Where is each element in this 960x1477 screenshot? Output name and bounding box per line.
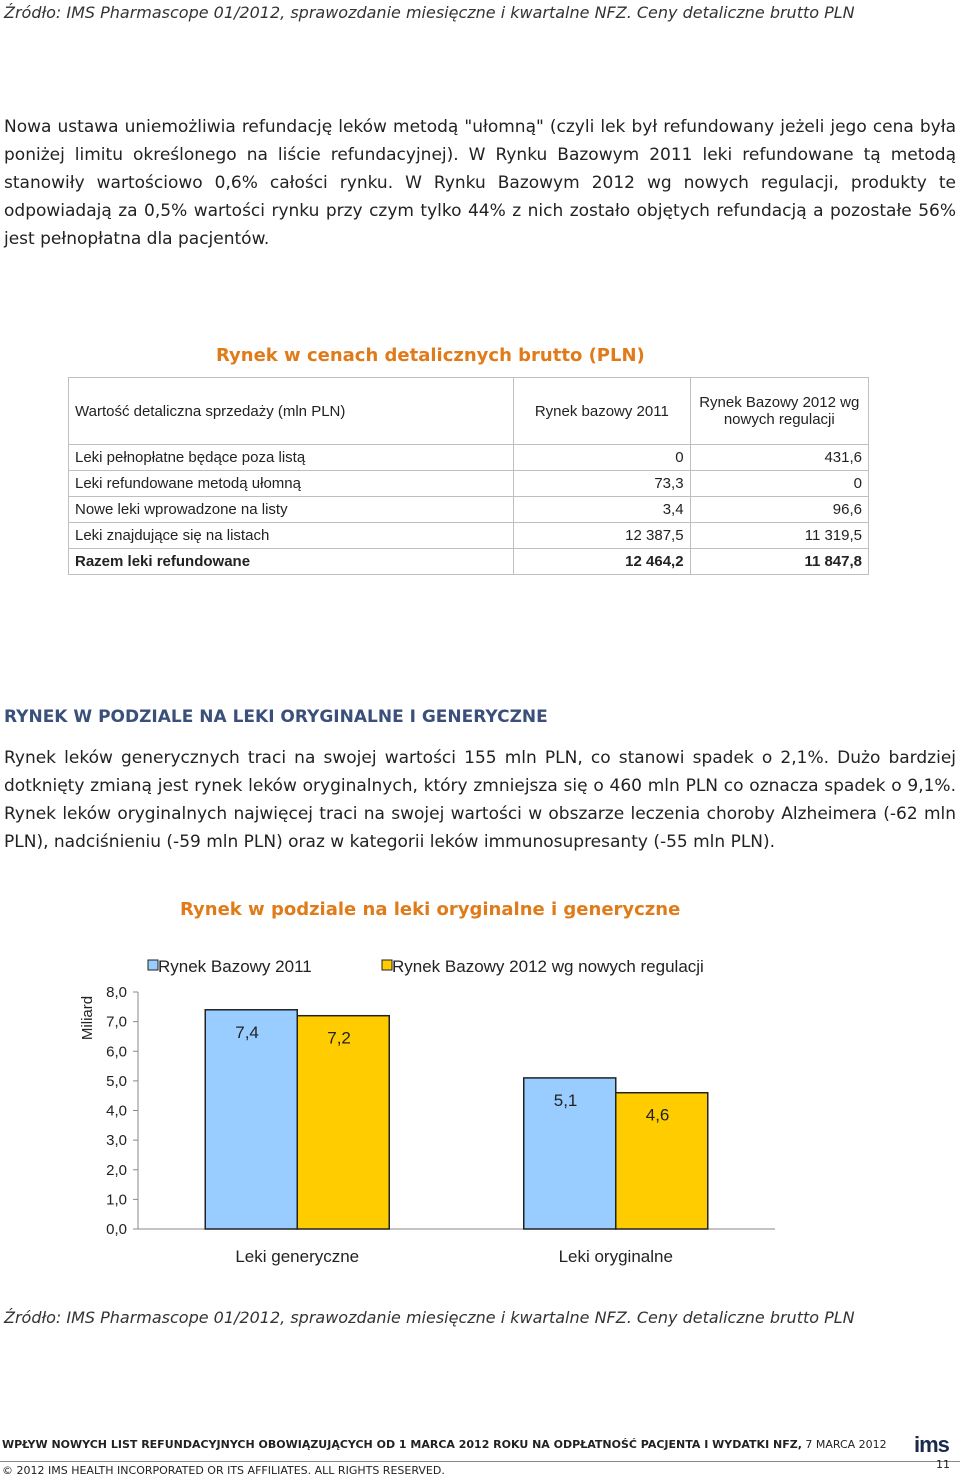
bar-value-label: 7,4 bbox=[235, 1022, 259, 1042]
chart-title: Rynek w podziale na leki oryginalne i generyczne bbox=[180, 899, 681, 920]
section-heading: RYNEK W PODZIALE NA LEKI ORYGINALNE I GENERYCZNE bbox=[4, 707, 548, 727]
row-value-2011: 12 387,5 bbox=[514, 523, 690, 549]
legend-label: Rynek Bazowy 2012 wg nowych regulacji bbox=[392, 957, 704, 976]
y-tick-label: 0,0 bbox=[106, 1221, 127, 1238]
row-label: Nowe leki wprowadzone na listy bbox=[69, 497, 514, 523]
footer-divider bbox=[0, 1461, 960, 1462]
row-value-2012: 11 319,5 bbox=[690, 523, 868, 549]
row-label: Leki refundowane metodą ułomną bbox=[69, 471, 514, 497]
table-row bbox=[69, 445, 869, 471]
row-value-2012: 96,6 bbox=[690, 497, 868, 523]
x-category-label: Leki generyczne bbox=[235, 1247, 360, 1266]
row-value-2011: 0 bbox=[514, 445, 690, 471]
y-tick-label: 8,0 bbox=[106, 984, 127, 1001]
table-row bbox=[69, 497, 869, 523]
row-value-2011: 73,3 bbox=[514, 471, 690, 497]
total-value-2011: 12 464,2 bbox=[514, 549, 690, 575]
header-2012: Rynek Bazowy 2012 wg nowych regulacji bbox=[690, 378, 868, 445]
legend-swatch bbox=[148, 960, 158, 970]
row-label: Leki pełnopłatne będące poza listą bbox=[69, 445, 514, 471]
bar-value-label: 4,6 bbox=[645, 1105, 670, 1125]
legend-swatch bbox=[382, 960, 392, 970]
intro-paragraph: Nowa ustawa uniemożliwia refundację leków metodą "ułomną" (czyli lek był refundowany jeżeli jego cena była poniżej limitu określonego na liście refundacyjnej). W Rynku Bazowym 2011 leki refundowane tą metodą stanowiły wartościowo 0,6% całości rynku. W Rynku Bazowym 2012 wg nowych regulacji, produkty te odpowiadają za 0,5% wartości rynku przy czym tylko 44% z nich zostało objętych refundacją a pozostałe 56% jest pełnopłatna dla pacjentów. bbox=[4, 117, 956, 249]
market-split-bar-chart bbox=[0, 940, 960, 1280]
retail-market-table bbox=[68, 377, 869, 575]
bar-value-label: 5,1 bbox=[553, 1090, 578, 1110]
legend-label: Rynek Bazowy 2011 bbox=[158, 957, 312, 976]
source-note-bottom: Źródło: IMS Pharmascope 01/2012, sprawozdanie miesięczne i kwartalne NFZ. Ceny detaliczne brutto PLN bbox=[4, 1308, 855, 1327]
bar-value-label: 7,2 bbox=[327, 1028, 351, 1048]
header-value: Wartość detaliczna sprzedaży (mln PLN) bbox=[69, 378, 514, 445]
source-note-top: Źródło: IMS Pharmascope 01/2012, sprawozdanie miesięczne i kwartalne NFZ. Ceny detaliczne brutto PLN bbox=[4, 3, 855, 22]
y-tick-label: 6,0 bbox=[106, 1043, 127, 1061]
table-title: Rynek w cenach detalicznych brutto (PLN) bbox=[216, 345, 645, 366]
footer-title-text: WPŁYW NOWYCH LIST REFUNDACYJNYCH OBOWIĄZUJĄCYCH OD 1 MARCA 2012 ROKU NA ODPŁATNOŚĆ PACJENTA I WYDATKI NFZ, bbox=[2, 1438, 802, 1451]
y-tick-label: 5,0 bbox=[106, 1072, 127, 1090]
row-value-2012: 0 bbox=[690, 471, 868, 497]
total-value-2012: 11 847,8 bbox=[690, 549, 868, 575]
header-2011: Rynek bazowy 2011 bbox=[514, 378, 690, 445]
y-tick-label: 4,0 bbox=[106, 1102, 127, 1120]
total-label: Razem leki refundowane bbox=[69, 549, 514, 575]
table-header-row bbox=[69, 378, 869, 445]
bar bbox=[205, 1010, 297, 1229]
footer-date: 7 MARCA 2012 bbox=[801, 1438, 887, 1451]
row-value-2012: 431,6 bbox=[690, 445, 868, 471]
x-category-label: Leki oryginalne bbox=[558, 1247, 673, 1266]
generics-paragraph: Rynek leków generycznych traci na swojej wartości 155 mln PLN, co stanowi spadek o 2,1%. Dużo bardziej dotknięty zmianą jest rynek leków oryginalnych, który zmniejsza się o 460 mln PLN co oznacza spadek o 9,1%. Rynek leków oryginalnych najwięcej traci na swojej wartości w obszarze leczenia choroby Alzheimera (-62 mln PLN), nadciśnieniu (-59 mln PLN) oraz w kategorii leków immunosupresanty (-55 mln PLN). bbox=[4, 748, 956, 852]
page-number: 11 bbox=[936, 1458, 950, 1471]
table-row bbox=[69, 523, 869, 549]
footer-copyright: © 2012 IMS HEALTH INCORPORATED OR ITS AFFILIATES. ALL RIGHTS RESERVED. bbox=[2, 1464, 445, 1477]
ims-logo: ims bbox=[914, 1432, 949, 1457]
row-value-2011: 3,4 bbox=[514, 497, 690, 523]
table-total-row bbox=[69, 549, 869, 575]
y-tick-label: 7,0 bbox=[106, 1013, 127, 1031]
y-tick-label: 3,0 bbox=[106, 1132, 127, 1150]
footer-report-title bbox=[2, 1438, 887, 1451]
y-tick-label: 1,0 bbox=[106, 1191, 127, 1209]
y-axis-title: Miliard bbox=[79, 995, 96, 1041]
y-tick-label: 2,0 bbox=[106, 1161, 127, 1179]
table-row bbox=[69, 471, 869, 497]
row-label: Leki znajdujące się na listach bbox=[69, 523, 514, 549]
